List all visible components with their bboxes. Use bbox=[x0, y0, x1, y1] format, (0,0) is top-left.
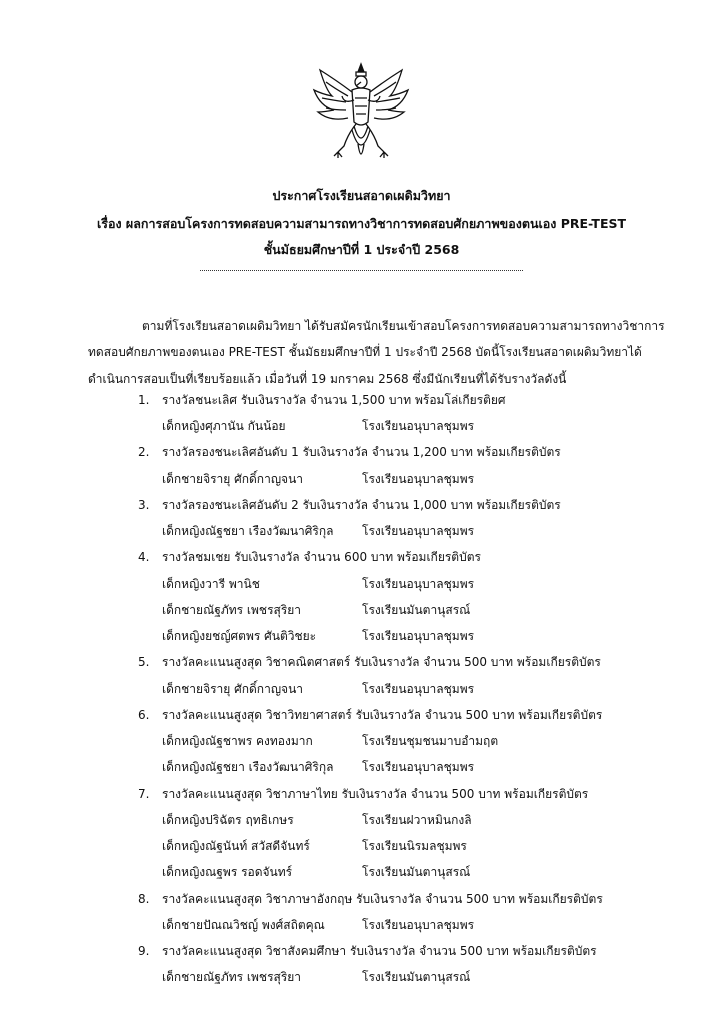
announcement-title: ประกาศโรงเรียนสอาดเผดิมวิทยา bbox=[272, 188, 451, 203]
student-name: เด็กหญิงวารี พานิช bbox=[162, 577, 260, 591]
award-title: รางวัลคะแนนสูงสุด วิชาภาษาอังกฤษ รับเงินรางวัล จำนวน 500 บาท พร้อมเกียรติบัตร bbox=[162, 892, 603, 906]
student-name: เด็กชายณัฐภัทร เพชรสุริยา bbox=[162, 603, 302, 617]
student-school: โรงเรียนนิรมลชุมพร bbox=[362, 839, 467, 853]
award-number: 4. bbox=[138, 550, 150, 564]
student-name: เด็กหญิงณัฐนันท์ สวัสดีจันทร์ bbox=[162, 839, 310, 853]
student-name: เด็กชายปัณณวิชญ์ พงศ์สถิตคุณ bbox=[162, 918, 325, 932]
student-name: เด็กหญิงศุภานัน กันน้อย bbox=[162, 419, 286, 433]
announcement-subject: เรื่อง ผลการสอบโครงการทดสอบความสามารถทางวิชาการทดสอบศักยภาพของตนเอง PRE-TEST bbox=[96, 216, 627, 231]
award-title: รางวัลคะแนนสูงสุด วิชาคณิตศาสตร์ รับเงินรางวัล จำนวน 500 บาท พร้อมเกียรติบัตร bbox=[162, 655, 601, 669]
award-title: รางวัลรองชนะเลิศอันดับ 1 รับเงินรางวัล จำนวน 1,200 บาท พร้อมเกียรติบัตร bbox=[162, 445, 561, 459]
student-school: โรงเรียนอนุบาลชุมพร bbox=[362, 760, 475, 774]
student-name: เด็กหญิงณัฐชยา เรืองวัฒนาศิริกุล bbox=[162, 760, 334, 774]
student-school: โรงเรียนอนุบาลชุมพร bbox=[362, 682, 475, 696]
student-name: เด็กหญิงณัฐชยา เรืองวัฒนาศิริกุล bbox=[162, 524, 334, 538]
student-school: โรงเรียนอนุบาลชุมพร bbox=[362, 419, 475, 433]
student-school: โรงเรียนฝวาหมินกงลิ bbox=[362, 813, 472, 827]
announcement-level: ชั้นมัธยมศึกษาปีที่ 1 ประจำปี 2568 bbox=[263, 242, 460, 257]
student-name: เด็กชายณัฐภัทร เพชรสุริยา bbox=[162, 970, 302, 984]
award-title: รางวัลรองชนะเลิศอันดับ 2 รับเงินรางวัล จำนวน 1,000 บาท พร้อมเกียรติบัตร bbox=[162, 498, 561, 512]
student-name: เด็กชายจิรายุ ศักดิ์กาญจนา bbox=[162, 472, 304, 486]
award-number: 9. bbox=[138, 944, 150, 958]
dotted-divider bbox=[200, 270, 523, 271]
student-name: เด็กหญิงณัฐชาพร คงทองมาก bbox=[162, 734, 313, 748]
award-title: รางวัลคะแนนสูงสุด วิชาสังคมศึกษา รับเงินรางวัล จำนวน 500 บาท พร้อมเกียรติบัตร bbox=[162, 944, 597, 958]
student-name: เด็กชายจิรายุ ศักดิ์กาญจนา bbox=[162, 682, 304, 696]
student-school: โรงเรียนอนุบาลชุมพร bbox=[362, 577, 475, 591]
award-title: รางวัลคะแนนสูงสุด วิชาวิทยาศาสตร์ รับเงินรางวัล จำนวน 500 บาท พร้อมเกียรติบัตร bbox=[162, 708, 603, 722]
award-number: 2. bbox=[138, 445, 150, 459]
student-school: โรงเรียนอนุบาลชุมพร bbox=[362, 472, 475, 486]
intro-line-2: ทดสอบศักยภาพของตนเอง PRE-TEST ชั้นมัธยมศึกษาปีที่ 1 ประจำปี 2568 บัดนี้โรงเรียนสอาดเผดิมวิทยาได้ bbox=[88, 345, 642, 359]
award-title: รางวัลชนะเลิศ รับเงินรางวัล จำนวน 1,500 บาท พร้อมโล่เกียรติยศ bbox=[162, 393, 506, 407]
award-number: 6. bbox=[138, 708, 150, 722]
student-school: โรงเรียนอนุบาลชุมพร bbox=[362, 524, 475, 538]
award-title: รางวัลคะแนนสูงสุด วิชาภาษาไทย รับเงินรางวัล จำนวน 500 บาท พร้อมเกียรติบัตร bbox=[162, 787, 589, 801]
intro-line-3: ดำเนินการสอบเป็นที่เรียบร้อยแล้ว เมื่อวันที่ 19 มกราคม 2568 ซึ่งมีนักเรียนที่ได้รับรางวัลดังนี้ bbox=[88, 372, 567, 386]
student-name: เด็กหญิงณฐพร รอดจันทร์ bbox=[162, 865, 293, 879]
student-school: โรงเรียนมันตานุสรณ์ bbox=[362, 865, 471, 879]
student-school: โรงเรียนมันตานุสรณ์ bbox=[362, 603, 471, 617]
garuda-emblem bbox=[308, 60, 414, 168]
award-number: 8. bbox=[138, 892, 150, 906]
award-title: รางวัลชมเชย รับเงินรางวัล จำนวน 600 บาท พร้อมเกียรติบัตร bbox=[162, 550, 481, 564]
award-number: 5. bbox=[138, 655, 150, 669]
student-name: เด็กหญิงยชญ์ศตพร ศันติวิชยะ bbox=[162, 629, 317, 643]
student-school: โรงเรียนอนุบาลชุมพร bbox=[362, 918, 475, 932]
student-school: โรงเรียนมันตานุสรณ์ bbox=[362, 970, 471, 984]
intro-line-1: ตามที่โรงเรียนสอาดเผดิมวิทยา ได้รับสมัครนักเรียนเข้าสอบโครงการทดสอบความสามารถทางวิชาการ bbox=[142, 319, 665, 333]
award-number: 3. bbox=[138, 498, 150, 512]
student-school: โรงเรียนอนุบาลชุมพร bbox=[362, 629, 475, 643]
student-school: โรงเรียนชุมชนมาบอำมฤต bbox=[362, 734, 499, 748]
student-name: เด็กหญิงปริฉัตร ฤทธิเกษร bbox=[162, 813, 294, 827]
award-number: 1. bbox=[138, 393, 150, 407]
award-number: 7. bbox=[138, 787, 150, 801]
